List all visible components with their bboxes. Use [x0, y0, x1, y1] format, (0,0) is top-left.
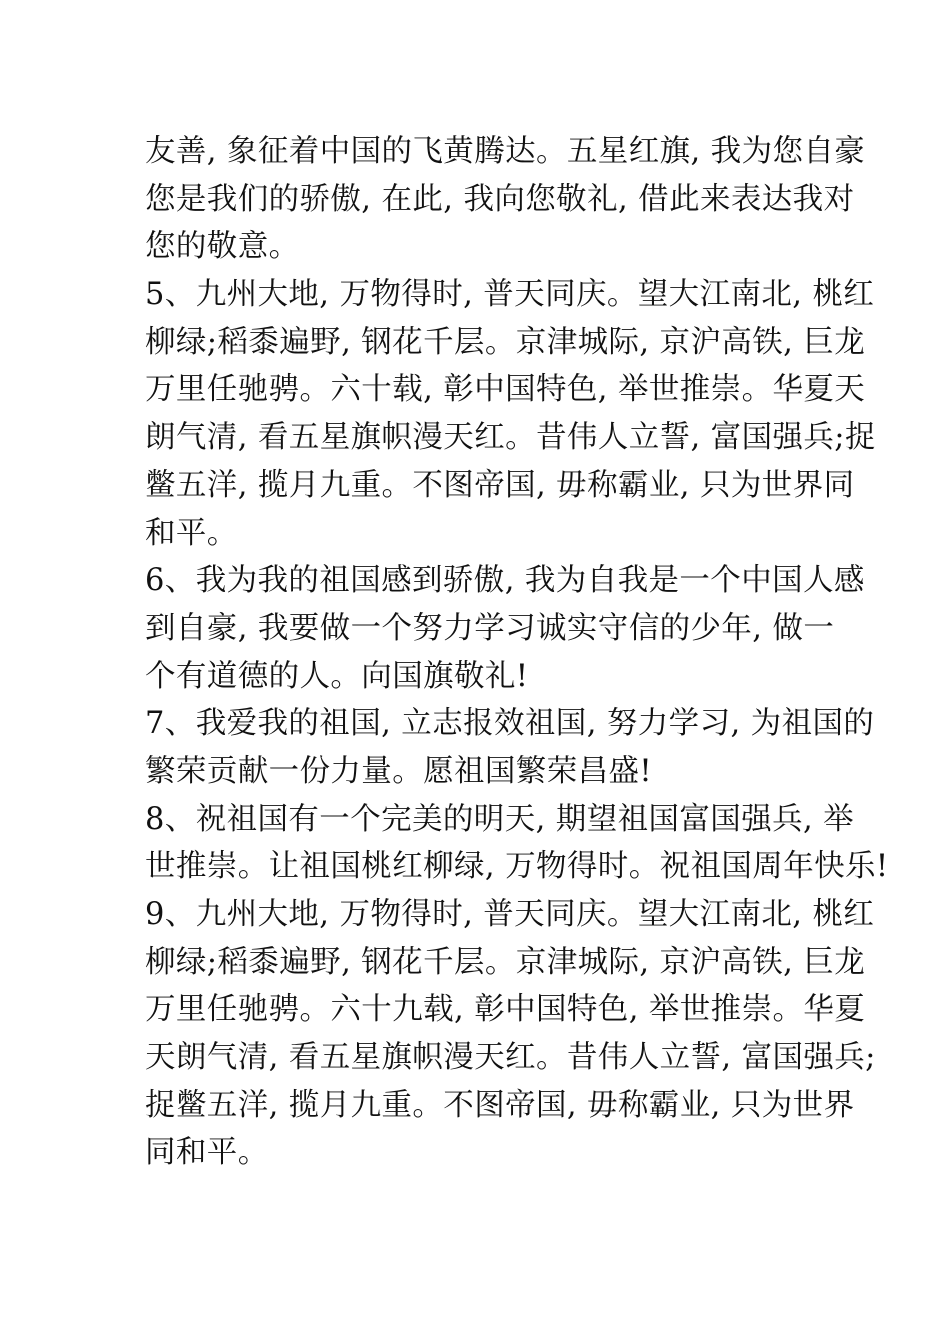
- text-line: 繁荣贡献一份力量。愿祖国繁荣昌盛!: [145, 753, 653, 789]
- text-line: 到自豪, 我要做一个努力学习诚实守信的少年, 做一: [145, 610, 835, 646]
- text-line: 万里任驰骋。六十九载, 彰中国特色, 举世推崇。华夏: [145, 992, 866, 1028]
- paragraph-6: [145, 557, 865, 700]
- text-line: 天朗气清, 看五星旗帜漫天红。昔伟人立誓, 富国强兵;: [145, 1040, 876, 1076]
- text-line: 您是我们的骄傲, 在此, 我向您敬礼, 借此来表达我对: [145, 181, 855, 217]
- text-line: 8、祝祖国有一个完美的明天, 期望祖国富国强兵, 举: [145, 801, 855, 837]
- paragraph-4-continuation: [145, 128, 866, 271]
- text-line: 和平。: [145, 515, 238, 551]
- document-page: [145, 128, 889, 1177]
- text-line: 捉鳖五洋, 揽月九重。不图帝国, 毋称霸业, 只为世界: [145, 1087, 855, 1123]
- text-line: 柳绿;稻黍遍野, 钢花千层。京津城际, 京沪高铁, 巨龙: [145, 944, 866, 980]
- text-line: 您的敬意。: [145, 229, 300, 265]
- text-line: 5、九州大地, 万物得时, 普天同庆。望大江南北, 桃红: [145, 277, 875, 313]
- text-line: 鳖五洋, 揽月九重。不图帝国, 毋称霸业, 只为世界同: [145, 467, 855, 503]
- text-line: 同和平。: [145, 1135, 269, 1171]
- text-line: 友善, 象征着中国的飞黄腾达。五星红旗, 我为您自豪: [145, 134, 866, 169]
- text-line: 世推崇。让祖国桃红柳绿, 万物得时。祝祖国周年快乐!: [145, 849, 889, 885]
- text-line: 7、我爱我的祖国, 立志报效祖国, 努力学习, 为祖国的: [145, 706, 875, 742]
- text-line: 9、九州大地, 万物得时, 普天同庆。望大江南北, 桃红: [145, 897, 875, 932]
- text-line: 柳绿;稻黍遍野, 钢花千层。京津城际, 京沪高铁, 巨龙: [145, 324, 866, 360]
- text-line: 个有道德的人。向国旗敬礼!: [145, 658, 529, 694]
- paragraph-8: [145, 796, 889, 891]
- paragraph-7: [145, 700, 875, 795]
- text-line: 6、我为我的祖国感到骄傲, 我为自我是一个中国人感: [145, 563, 865, 599]
- text-line: 朗气清, 看五星旗帜漫天红。昔伟人立誓, 富国强兵;捉: [145, 420, 876, 456]
- paragraph-5: [145, 271, 876, 557]
- paragraph-9: [145, 891, 876, 1177]
- text-line: 万里任驰骋。六十载, 彰中国特色, 举世推崇。华夏天: [145, 372, 866, 408]
